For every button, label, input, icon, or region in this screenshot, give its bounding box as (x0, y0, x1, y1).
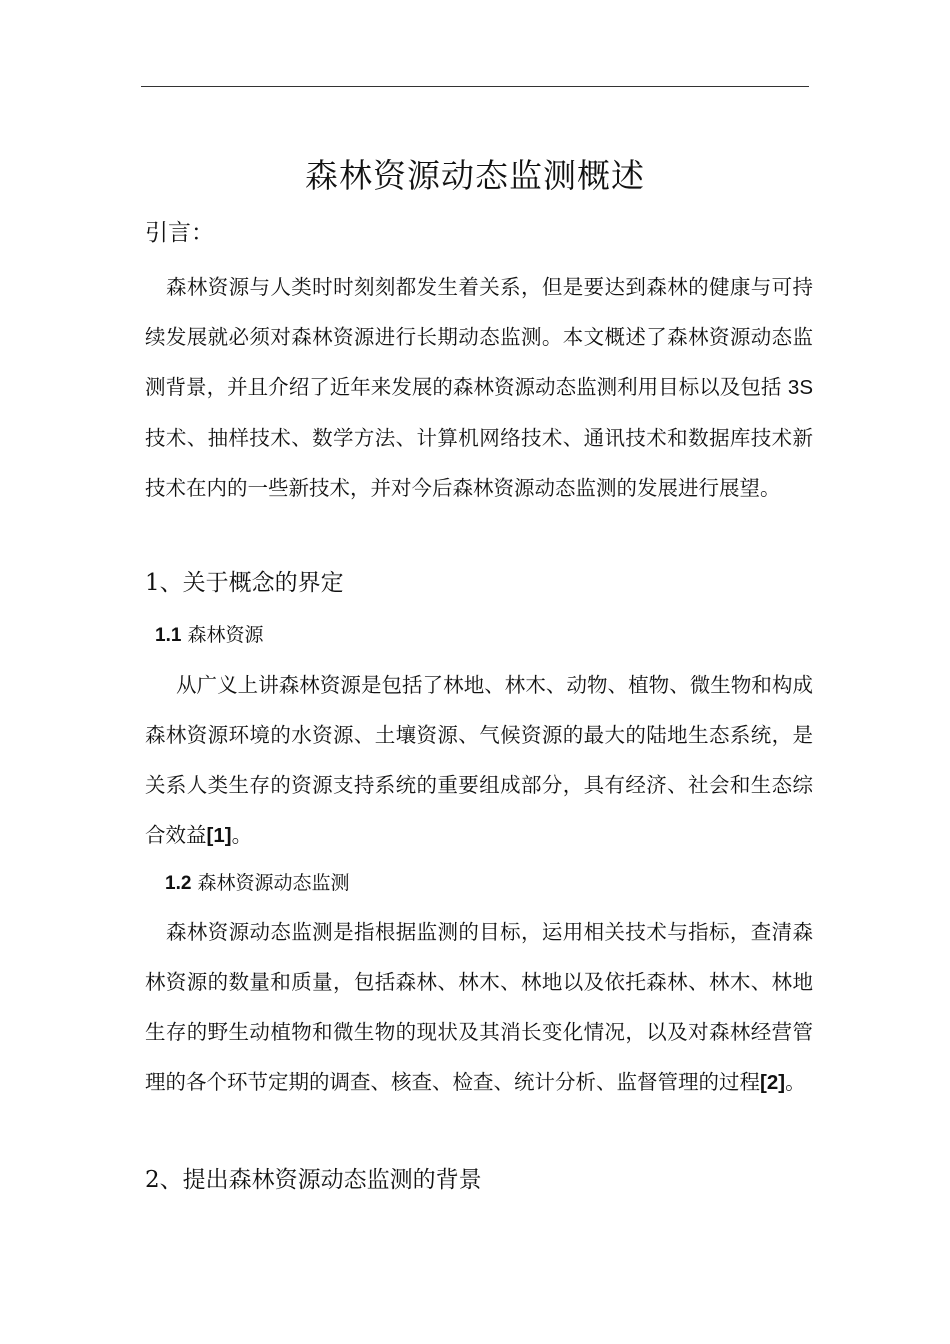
header-rule (141, 86, 809, 87)
subsection-1-1-paragraph (145, 660, 813, 861)
subsection-1-1-title: 森林资源 (187, 624, 264, 646)
intro-text-part2: 技术、抽样技术、数学方法、计算机网络技术、通讯技术和数据库技术新技术在内的一些新技术，并对今后森林资源动态监测的发展进行展望。 (145, 426, 813, 500)
subsection-1-1-heading (155, 620, 263, 651)
subsection-1-1-end: 。 (231, 823, 253, 847)
subsection-1-2-number: 1.2 (165, 873, 192, 894)
intro-paragraph (145, 262, 813, 513)
subsection-1-2-title: 森林资源动态监测 (197, 872, 350, 894)
intro-label: 引言： (145, 220, 214, 246)
subsection-1-2-text: 森林资源动态监测是指根据监测的目标，运用相关技术与指标，查清森林资源的数量和质量，包括森林、林木、林地以及依托森林、林木、林地生存的野生动植物和微生物的现状及其消长变化情况，以及对森林经营管理的各个环节定期的调查、核查、检查、统计分析、监督管理的过程 (145, 920, 813, 1094)
subsection-1-2-paragraph (145, 907, 813, 1108)
section1-heading: 1、关于概念的界定 (145, 570, 344, 596)
subsection-1-1-text: 从广义上讲森林资源是包括了林地、林木、动物、植物、微生物和构成森林资源环境的水资源、土壤资源、气候资源的最大的陆地生态系统，是关系人类生存的资源支持系统的重要组成部分，具有经济、社会和生态综合效益 (145, 673, 813, 847)
document-title: 森林资源动态监测概述 (305, 156, 645, 195)
subsection-1-1-number: 1.1 (155, 625, 182, 646)
subsection-1-2-end: 。 (785, 1070, 806, 1094)
citation-2: [2] (760, 1071, 786, 1094)
intro-text-3s: 3S (787, 376, 813, 399)
subsection-1-2-heading (165, 868, 349, 899)
citation-1: [1] (206, 824, 232, 847)
section2-heading: 2、提出森林资源动态监测的背景 (145, 1167, 482, 1193)
intro-text-part1: 森林资源与人类时时刻刻都发生着关系，但是要达到森林的健康与可持续发展就必须对森林资源进行长期动态监测。本文概述了森林资源动态监测背景，并且介绍了近年来发展的森林资源动态监测利用目标以及包括 (145, 275, 813, 399)
